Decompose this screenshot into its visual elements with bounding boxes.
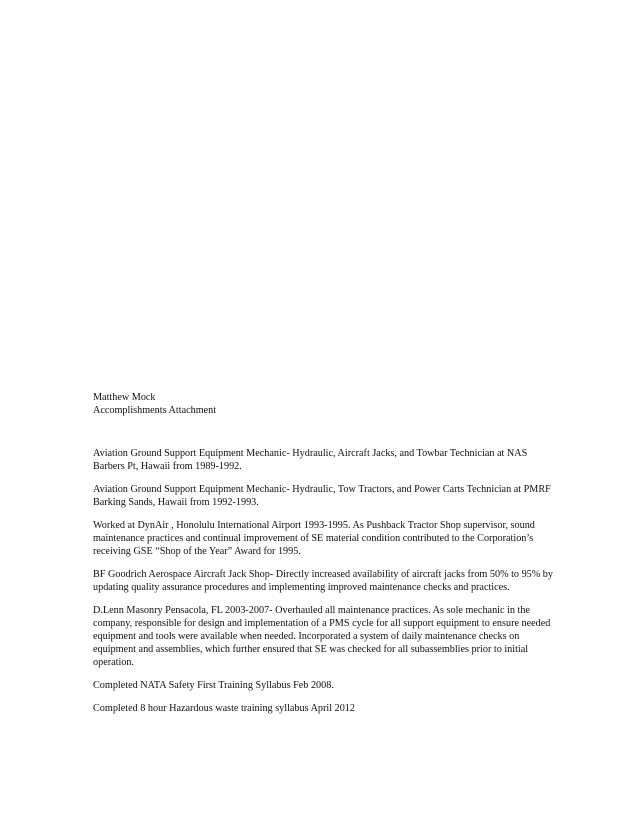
paragraph-dynair: Worked at DynAir , Honolulu International Airport 1993-1995. As Pushback Tractor Shop supervisor, sound maintenance practices and continual improvement of SE material condition contributed to the Corporation’s receiving GSE “Shop of the Year” Award for 1995. — [93, 520, 535, 557]
paragraph-pmrf: Aviation Ground Support Equipment Mechanic- Hydraulic, Tow Tractors, and Power Carts Technician at PMRF Barking Sands, Hawaii from 1992-1993. — [93, 484, 551, 508]
paragraph-dlenn-masonry: D.Lenn Masonry Pensacola, FL 2003-2007- Overhauled all maintenance practices. As sole mechanic in the company, responsible for design and implementation of a PMS cycle for all support equipment to ensure needed equipment and tools were available when needed. Incorporated a system of daily maintenance checks on equipment and assemblies, which further ensured that SE was checked for all subassemblies prior to initial operation. — [93, 605, 551, 668]
paragraph-hazardous-training: Completed 8 hour Hazardous waste training syllabus April 2012 — [93, 703, 355, 714]
paragraph-nas-barbers: Aviation Ground Support Equipment Mechanic- Hydraulic, Aircraft Jacks, and Towbar Technician at NAS Barbers Pt, Hawaii from 1989-1992. — [93, 448, 528, 472]
document-header — [93, 391, 553, 417]
paragraph-bf-goodrich: BF Goodrich Aerospace Aircraft Jack Shop- Directly increased availability of aircraft jacks from 50% to 95% by updating quality assurance procedures and implementing improved maintenance checks and practices. — [93, 569, 553, 593]
document-body — [93, 391, 553, 725]
paragraph-nata-training: Completed NATA Safety First Training Syllabus Feb 2008. — [93, 680, 334, 691]
document-subtitle: Accomplishments Attachment — [93, 405, 217, 416]
author-name: Matthew Mock — [93, 392, 156, 403]
